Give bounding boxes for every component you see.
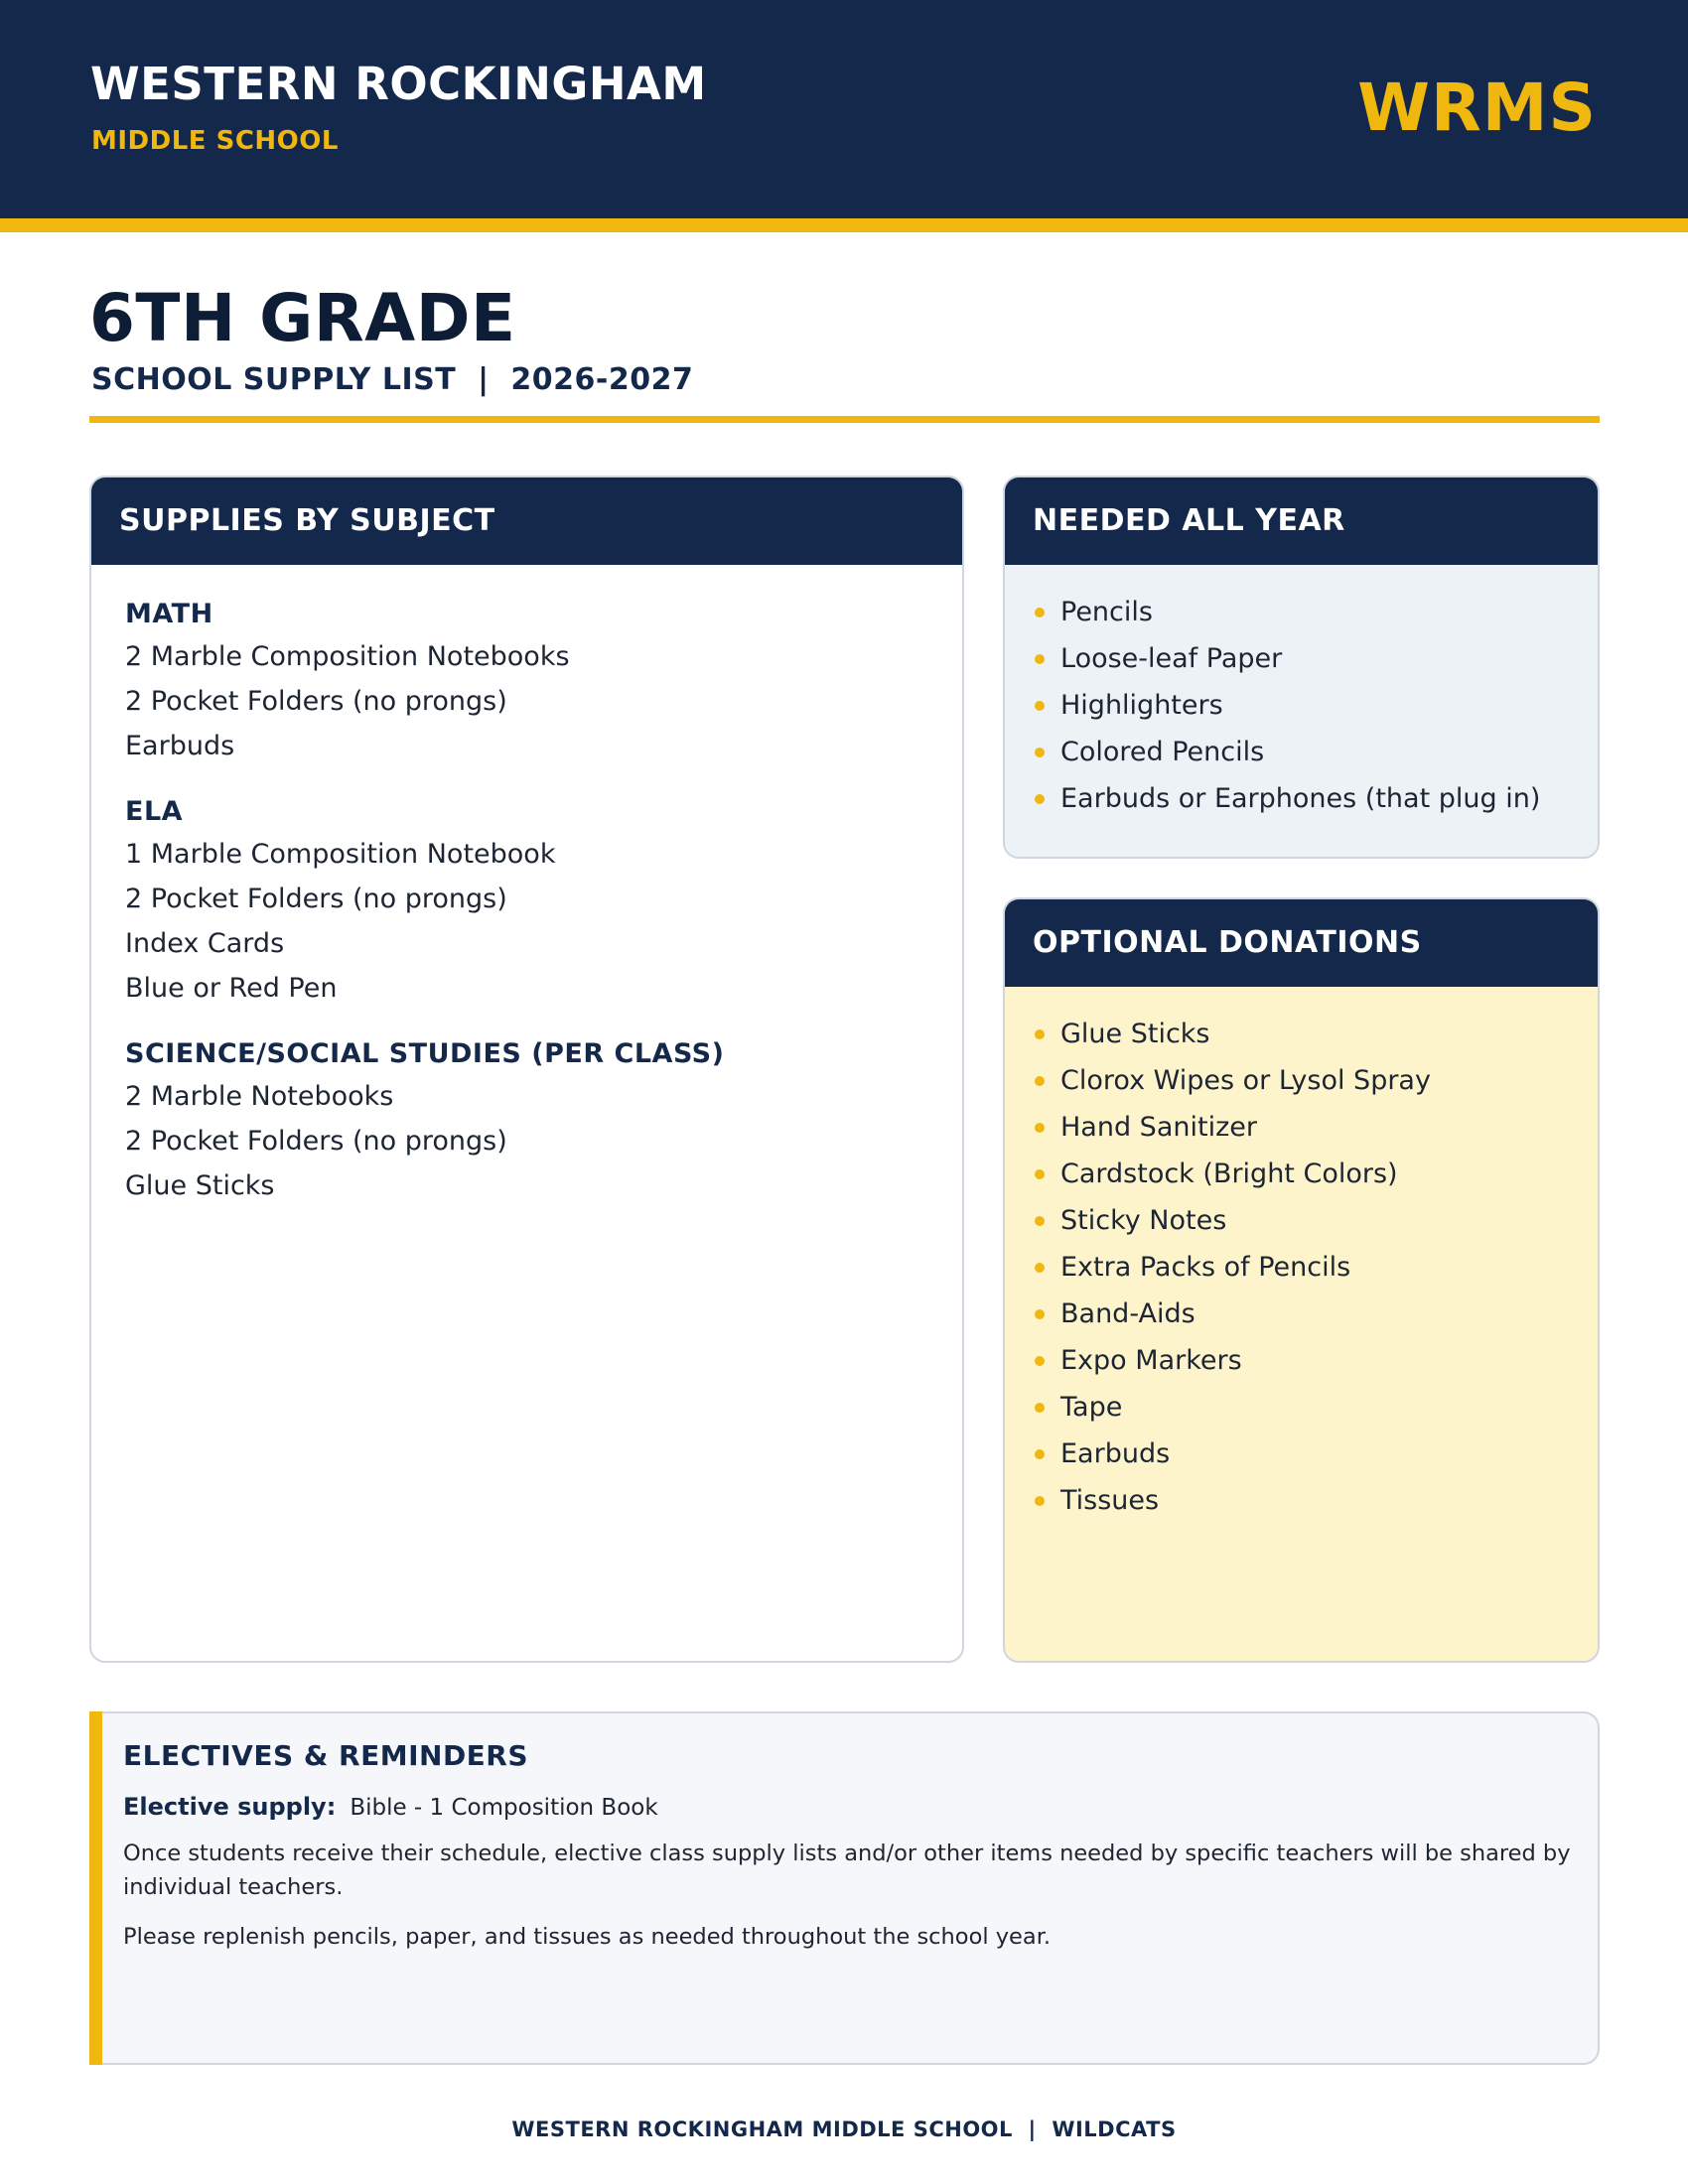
list-item [1033,635,1598,682]
bullet-dot-icon [1035,1496,1045,1506]
bullet-dot-icon [1035,1309,1045,1319]
list-item [1033,1431,1598,1477]
list-item [1033,1477,1598,1524]
subject-supply-item: 2 Pocket Folders (no prongs) [125,1126,507,1157]
elective-supply-label: Elective supply: [123,1793,337,1821]
electives-reminders-box [89,1711,1600,2065]
list-item-label: Pencils [1060,597,1153,627]
list-item-label: Earbuds or Earphones (that plug in) [1060,783,1541,814]
bullet-dot-icon [1035,1029,1045,1039]
elective-supply-line [123,1793,658,1821]
list-item [1033,1244,1598,1291]
bullet-dot-icon [1035,1123,1045,1133]
needed-all-year-heading: NEEDED ALL YEAR [1005,478,1598,565]
subject-supply-item: 1 Marble Composition Notebook [125,839,556,870]
bullet-dot-icon [1035,1403,1045,1413]
bullet-dot-icon [1035,1169,1045,1179]
subject-name: SCIENCE/SOCIAL STUDIES (PER CLASS) [125,1038,725,1069]
list-item-label: Glue Sticks [1060,1019,1210,1049]
subject-section [125,1034,962,1208]
reminder-paragraph: Once students receive their schedule, elective class supply lists and/or other items needed by specific teachers will be shared by individual teachers. [123,1841,1571,1900]
list-item-label: Hand Sanitizer [1060,1112,1257,1143]
optional-donations-card [1003,897,1600,1663]
subject-supply-item: 2 Pocket Folders (no prongs) [125,884,507,914]
list-item-label: Extra Packs of Pencils [1060,1252,1351,1283]
subject-supply-item: Earbuds [125,731,235,761]
reminder-paragraph: Please replenish pencils, paper, and tissues as needed throughout the school year. [123,1924,1052,1950]
supplies-by-subject-card [89,476,964,1663]
subject-supply-item: Index Cards [125,928,285,959]
list-item [1033,682,1598,729]
subject-supply-item: Blue or Red Pen [125,973,338,1004]
list-item-label: Expo Markers [1060,1345,1242,1376]
optional-donations-heading: OPTIONAL DONATIONS [1005,899,1598,987]
list-item [1033,1011,1598,1057]
subject-supply-item: Glue Sticks [125,1170,275,1201]
list-item-label: Tissues [1060,1485,1160,1516]
reminders-accent-bar [89,1711,102,2065]
grade-title: 6TH GRADE [89,280,516,356]
list-item [1033,1291,1598,1337]
list-item [1033,589,1598,635]
school-abbreviation: WRMS [1357,69,1597,146]
list-item [1033,1104,1598,1151]
bullet-dot-icon [1035,1356,1045,1366]
subject-supply-item: 2 Marble Notebooks [125,1081,394,1112]
bullet-dot-icon [1035,1076,1045,1086]
page-footer: WESTERN ROCKINGHAM MIDDLE SCHOOL | WILDCATS [511,2117,1177,2141]
list-item-label: Earbuds [1060,1438,1171,1469]
school-subtitle: MIDDLE SCHOOL [91,126,339,156]
needed-all-year-list [1005,565,1598,822]
subject-supply-item: 2 Marble Composition Notebooks [125,641,570,672]
subjects-list [91,565,962,1208]
elective-supply-value: Bible - 1 Composition Book [350,1795,658,1821]
subject-name: ELA [125,796,184,827]
list-item-label: Highlighters [1060,690,1223,721]
subject-section [125,595,962,768]
school-header [0,0,1688,218]
subject-supply-item: 2 Pocket Folders (no prongs) [125,686,507,717]
reminders-heading: ELECTIVES & REMINDERS [123,1739,529,1772]
supplies-by-subject-heading: SUPPLIES BY SUBJECT [91,478,962,565]
bullet-dot-icon [1035,1216,1045,1226]
needed-all-year-card [1003,476,1600,859]
bullet-dot-icon [1035,608,1045,617]
list-item [1033,1197,1598,1244]
bullet-dot-icon [1035,1263,1045,1273]
list-item [1033,1384,1598,1431]
list-item-label: Tape [1060,1392,1123,1423]
school-name: WESTERN ROCKINGHAM [90,58,707,110]
bullet-dot-icon [1035,1449,1045,1459]
list-item-label: Sticky Notes [1060,1205,1227,1236]
bullet-dot-icon [1035,701,1045,711]
supply-list-subtitle: SCHOOL SUPPLY LIST | 2026-2027 [91,362,694,397]
bullet-dot-icon [1035,748,1045,757]
subject-name: MATH [125,599,213,629]
list-item-label: Colored Pencils [1060,737,1265,767]
list-item-label: Clorox Wipes or Lysol Spray [1060,1065,1431,1096]
list-item-label: Cardstock (Bright Colors) [1060,1159,1398,1189]
list-item [1033,1151,1598,1197]
list-item [1033,775,1598,822]
bullet-dot-icon [1035,654,1045,664]
list-item-label: Band-Aids [1060,1298,1196,1329]
bullet-dot-icon [1035,794,1045,804]
optional-donations-list [1005,987,1598,1524]
list-item-label: Loose-leaf Paper [1060,643,1283,674]
list-item [1033,1337,1598,1384]
header-gold-stripe [0,218,1688,232]
subject-section [125,792,962,1011]
title-divider [89,416,1600,423]
list-item [1033,1057,1598,1104]
list-item [1033,729,1598,775]
